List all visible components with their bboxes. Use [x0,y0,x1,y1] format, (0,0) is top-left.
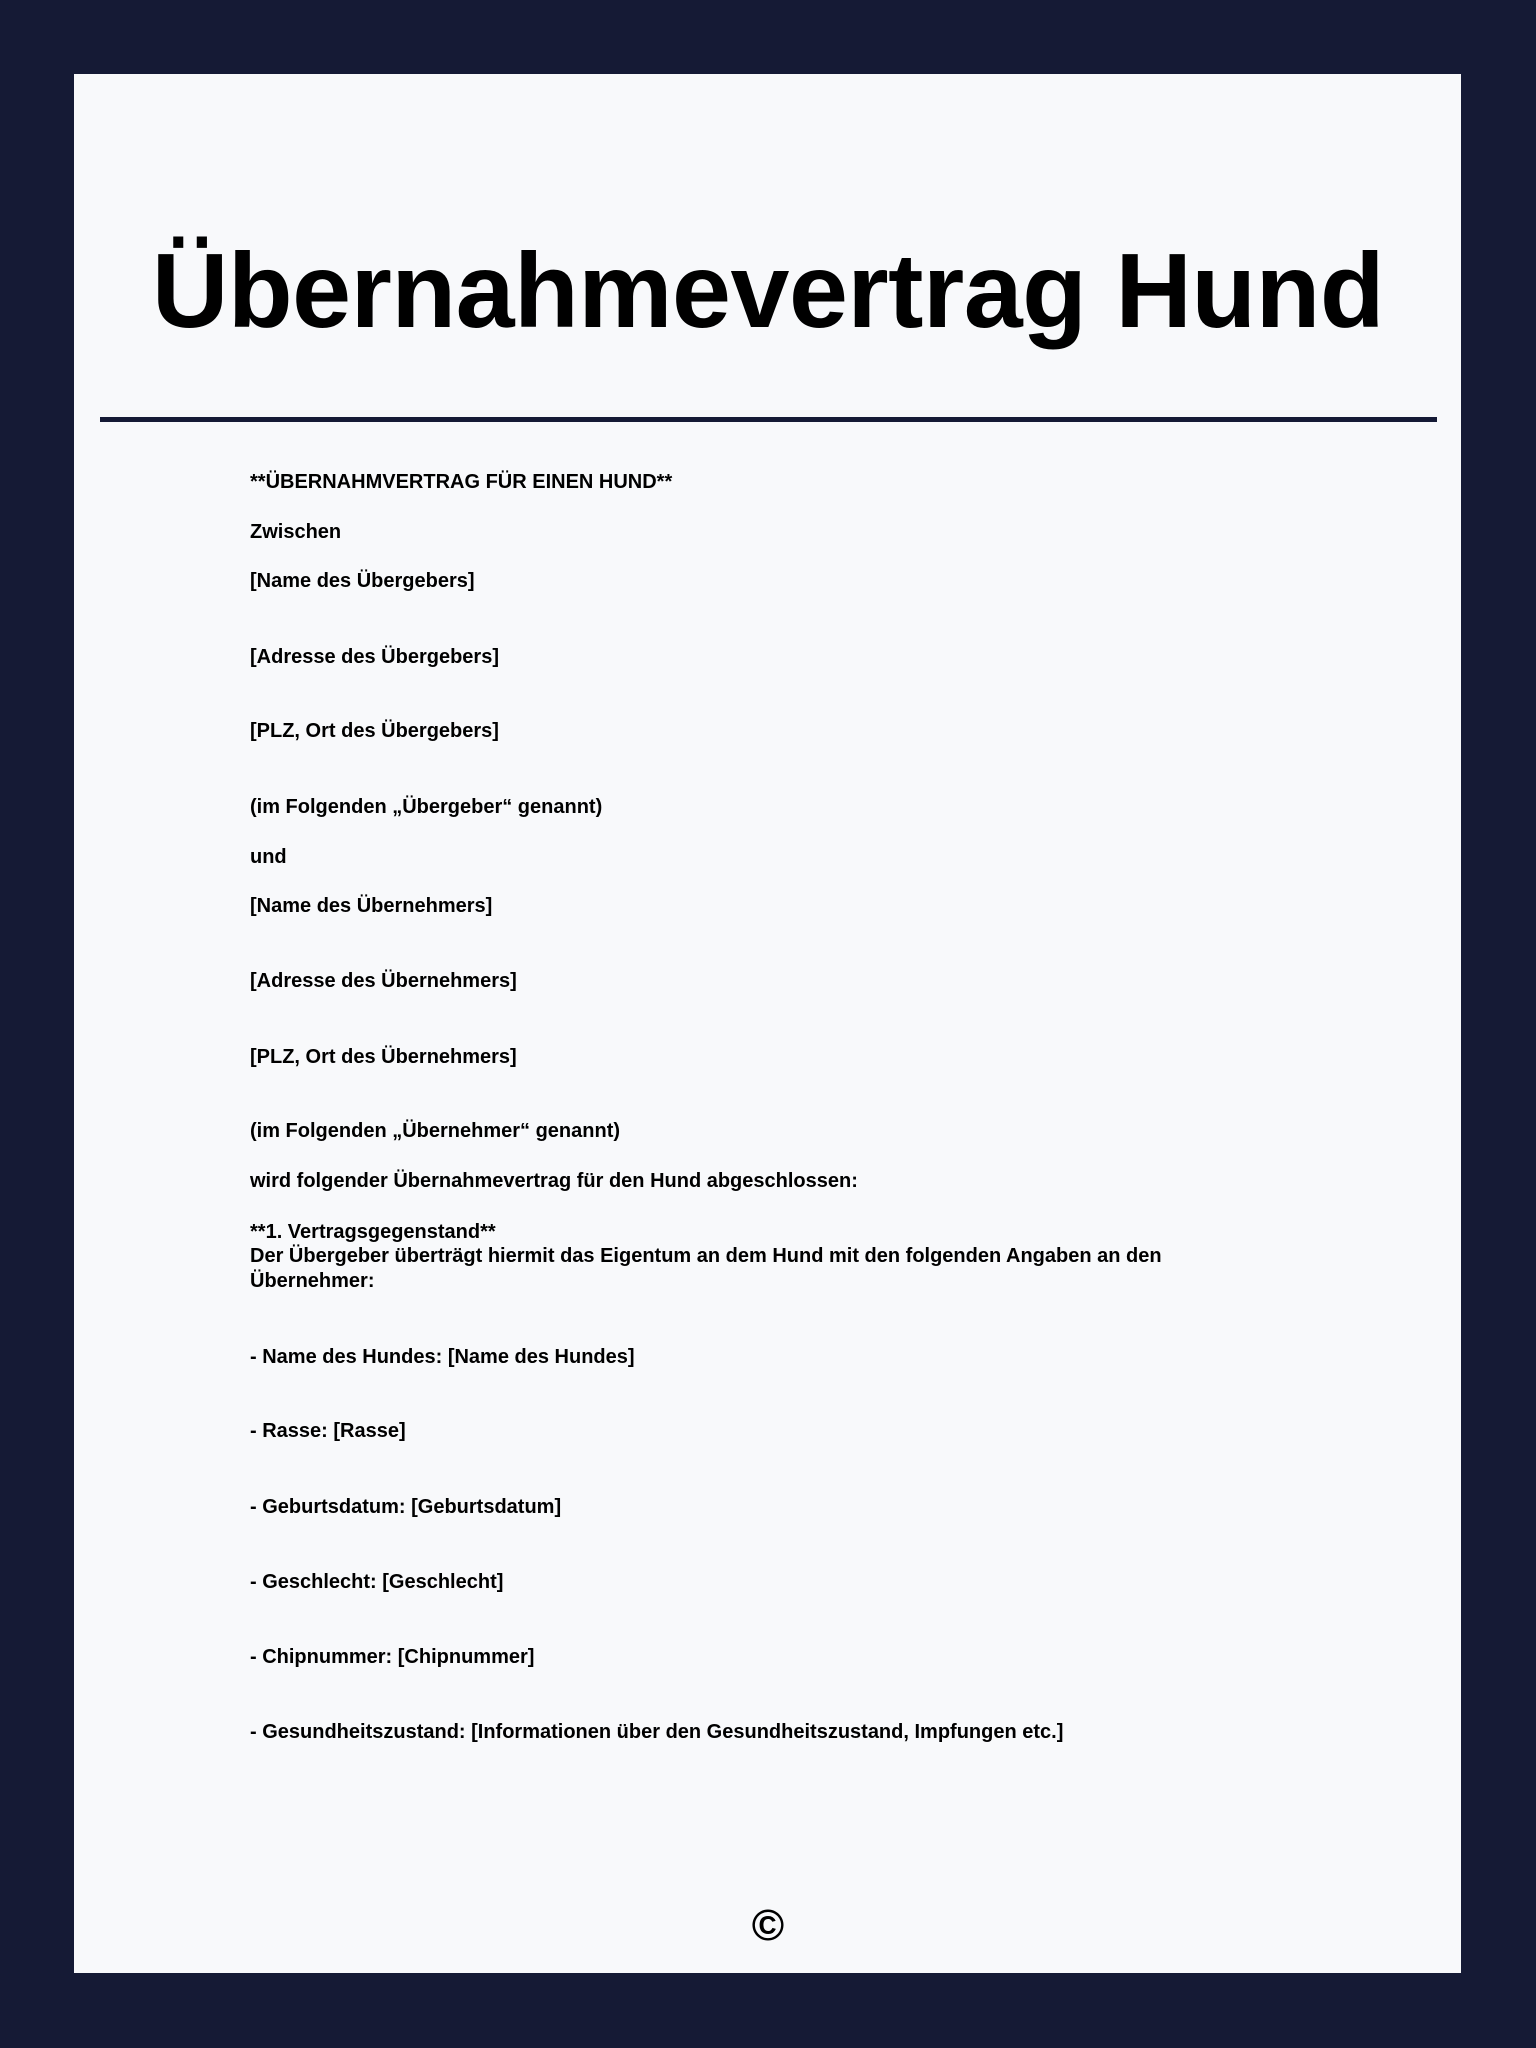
list-item: - Gesundheitszustand: [Informationen über den Gesundheitszustand, Impfungen etc.] [250,1721,1064,1743]
text-line: [Name des Übergebers] [250,570,475,592]
text-line: [PLZ, Ort des Übernehmers] [250,1046,517,1068]
text-line: [Name des Übernehmers] [250,895,493,917]
text-line: Zwischen [250,521,342,543]
text-line: und [250,846,287,868]
page-title: Übernahmevertrag Hund [151,232,1385,350]
text-line: (im Folgenden „Übernehmer“ genannt) [250,1120,621,1142]
list-item: - Rasse: [Rasse] [250,1420,406,1442]
title-divider [100,417,1437,422]
list-item: - Geburtsdatum: [Geburtsdatum] [250,1496,562,1518]
text-line: wird folgender Übernahmevertrag für den Hund abgeschlossen: [250,1170,858,1192]
text-line: [PLZ, Ort des Übergebers] [250,720,499,742]
section-heading: **1. Vertragsgegenstand** [250,1221,496,1243]
text-paragraph: Der Übergeber überträgt hiermit das Eigentum an dem Hund mit den folgenden Angaben an den Übernehmer: [250,1245,1162,1292]
text-line: [Adresse des Übergebers] [250,646,499,668]
document-page [74,74,1461,1973]
text-line: (im Folgenden „Übergeber“ genannt) [250,796,603,818]
copyright-icon: © [751,1901,785,1950]
list-item: - Name des Hundes: [Name des Hundes] [250,1346,635,1368]
list-item: - Chipnummer: [Chipnummer] [250,1646,535,1668]
list-item: - Geschlecht: [Geschlecht] [250,1571,504,1593]
contract-heading: **ÜBERNAHMVERTRAG FÜR EINEN HUND** [250,471,673,493]
text-line: [Adresse des Übernehmers] [250,970,517,992]
